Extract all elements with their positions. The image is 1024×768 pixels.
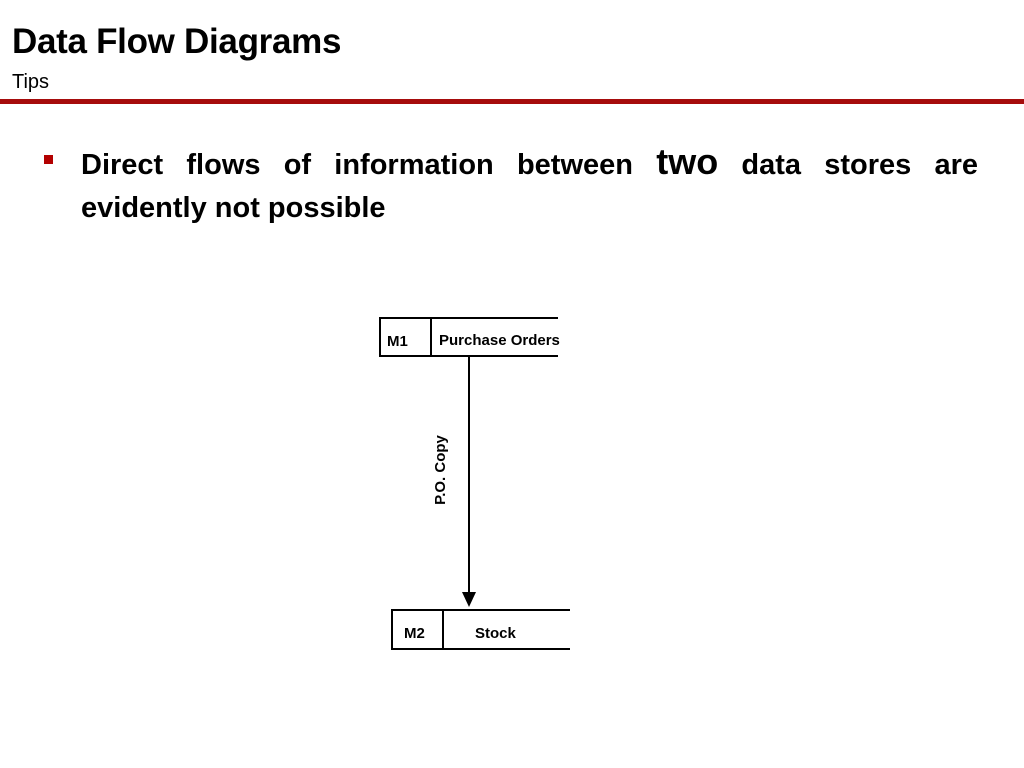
store-name: Purchase Orders — [439, 332, 560, 349]
arrowhead-icon — [462, 592, 476, 607]
slide-subtitle: Tips — [12, 71, 50, 93]
bullet-text-part1: Direct flows of information between — [81, 149, 657, 181]
data-store-m2 — [391, 610, 570, 649]
slide-title: Data Flow Diagrams — [12, 22, 342, 61]
data-flow-arrow — [432, 356, 476, 607]
store-id: M1 — [387, 333, 408, 350]
store-id: M2 — [404, 625, 425, 642]
bullet-text-emphasis: two — [656, 141, 719, 182]
data-store-m1 — [379, 318, 560, 356]
bullet-text-part2: data stores are evidently not possible — [81, 149, 978, 224]
flow-label: P.O. Copy — [432, 435, 449, 505]
store-name: Stock — [475, 625, 516, 642]
